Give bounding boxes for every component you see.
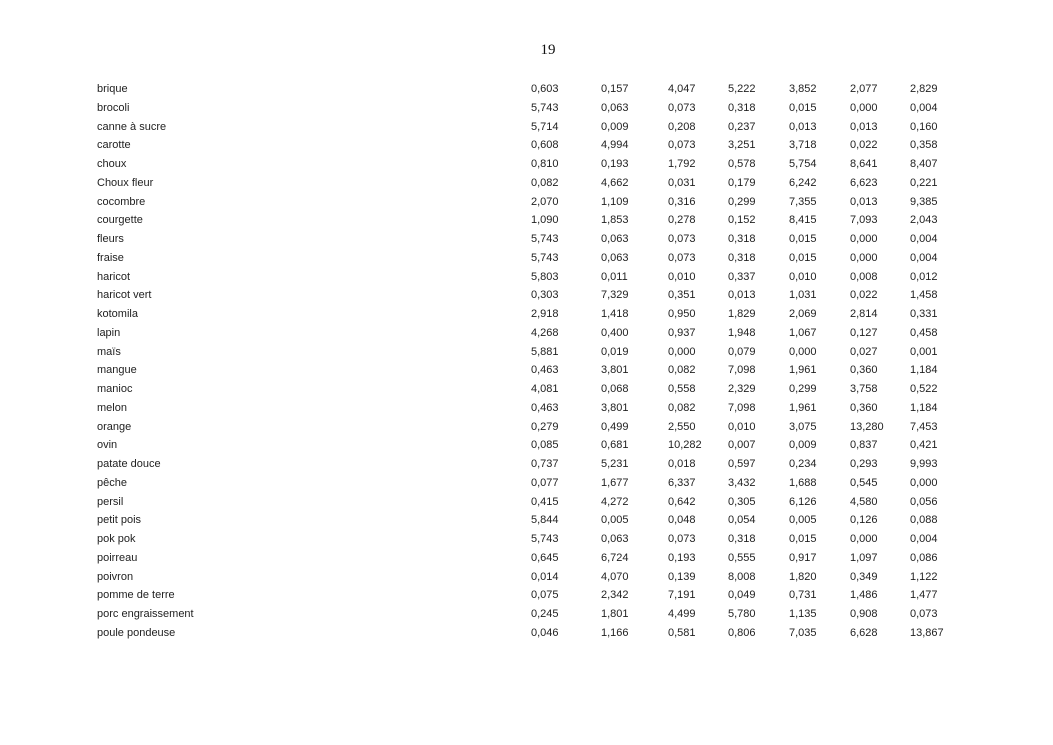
value-cell: 13,867 <box>910 626 944 639</box>
value-cell: 0,004 <box>910 251 938 264</box>
value-cell: 1,031 <box>789 289 817 302</box>
value-cell: 1,961 <box>789 364 817 377</box>
value-cell: 0,463 <box>531 401 559 414</box>
value-cell: 0,415 <box>531 495 559 508</box>
table-row <box>97 343 960 362</box>
value-cell: 0,001 <box>910 345 938 358</box>
value-cell: 0,010 <box>728 420 756 433</box>
value-cell: 0,463 <box>531 364 559 377</box>
table-row <box>97 399 960 418</box>
value-cell: 6,242 <box>789 176 817 189</box>
row-label: mangue <box>97 364 137 377</box>
value-cell: 0,299 <box>789 383 817 395</box>
value-cell: 0,293 <box>850 458 878 470</box>
value-cell: 5,714 <box>531 120 559 133</box>
value-cell: 7,035 <box>789 626 817 639</box>
value-cell: 2,069 <box>789 308 817 320</box>
value-cell: 3,801 <box>601 401 629 414</box>
value-cell: 1,829 <box>728 308 756 320</box>
value-cell: 7,098 <box>728 401 756 414</box>
value-cell: 0,597 <box>728 458 756 470</box>
value-cell: 0,018 <box>668 458 696 470</box>
value-cell: 0,278 <box>668 214 696 227</box>
value-cell: 1,688 <box>789 476 817 489</box>
value-cell: 0,010 <box>668 270 696 283</box>
table-row <box>97 136 960 155</box>
value-cell: 0,056 <box>910 495 938 508</box>
table-row <box>97 586 960 605</box>
value-cell: 0,237 <box>728 120 756 133</box>
value-cell: 0,073 <box>668 533 696 545</box>
table-row <box>97 99 960 118</box>
row-label: orange <box>97 420 132 433</box>
value-cell: 0,079 <box>728 345 756 358</box>
value-cell: 0,318 <box>728 251 756 264</box>
value-cell: 13,280 <box>850 420 884 433</box>
value-cell: 0,073 <box>910 608 938 620</box>
value-cell: 4,499 <box>668 608 696 620</box>
value-cell: 0,400 <box>601 326 629 339</box>
table-row <box>97 305 960 324</box>
value-cell: 0,082 <box>531 176 559 189</box>
value-cell: 5,743 <box>531 533 559 545</box>
value-cell: 5,743 <box>531 101 559 114</box>
value-cell: 7,329 <box>601 289 629 302</box>
value-cell: 4,081 <box>531 383 559 395</box>
value-cell: 3,251 <box>728 139 756 152</box>
value-cell: 0,337 <box>728 270 756 283</box>
value-cell: 0,063 <box>601 101 629 114</box>
row-label: haricot vert <box>97 289 152 302</box>
value-cell: 0,015 <box>789 251 817 264</box>
value-cell: 0,008 <box>850 270 878 283</box>
value-cell: 0,000 <box>910 476 938 489</box>
value-cell: 0,009 <box>601 120 629 133</box>
row-label: melon <box>97 401 127 414</box>
table-row <box>97 568 960 587</box>
value-cell: 5,743 <box>531 233 559 245</box>
value-cell: 0,681 <box>601 439 629 452</box>
row-label: carotte <box>97 139 131 152</box>
value-cell: 0,004 <box>910 233 938 245</box>
value-cell: 5,881 <box>531 345 559 358</box>
value-cell: 7,355 <box>789 195 817 208</box>
value-cell: 0,005 <box>601 514 629 527</box>
value-cell: 1,792 <box>668 158 696 170</box>
value-cell: 0,545 <box>850 476 878 489</box>
row-label: haricot <box>97 270 131 283</box>
value-cell: 0,642 <box>668 495 696 508</box>
value-cell: 7,093 <box>850 214 878 227</box>
value-cell: 4,272 <box>601 495 629 508</box>
value-cell: 0,013 <box>850 195 878 208</box>
table-row <box>97 624 960 643</box>
row-label: brique <box>97 83 128 95</box>
value-cell: 0,645 <box>531 551 559 564</box>
row-label: Choux fleur <box>97 176 154 189</box>
value-cell: 0,937 <box>668 326 696 339</box>
value-cell: 0,046 <box>531 626 559 639</box>
value-cell: 0,004 <box>910 533 938 545</box>
value-cell: 0,082 <box>668 401 696 414</box>
value-cell: 0,015 <box>789 533 817 545</box>
value-cell: 1,184 <box>910 401 938 414</box>
value-cell: 0,160 <box>910 120 938 133</box>
table-row <box>97 474 960 493</box>
value-cell: 0,063 <box>601 251 629 264</box>
value-cell: 0,208 <box>668 120 696 133</box>
value-cell: 3,075 <box>789 420 817 433</box>
row-label: poivron <box>97 570 134 583</box>
value-cell: 0,013 <box>850 120 878 133</box>
value-cell: 0,004 <box>910 101 938 114</box>
row-label: manioc <box>97 383 133 395</box>
row-label: pomme de terre <box>97 589 175 602</box>
table-row <box>97 155 960 174</box>
row-label: pêche <box>97 476 127 489</box>
value-cell: 0,316 <box>668 195 696 208</box>
value-cell: 0,318 <box>728 233 756 245</box>
value-cell: 0,499 <box>601 420 629 433</box>
row-label: patate douce <box>97 458 161 470</box>
value-cell: 0,005 <box>789 514 817 527</box>
row-label: lapin <box>97 326 121 339</box>
table-row <box>97 174 960 193</box>
table-row <box>97 211 960 230</box>
table-row <box>97 530 960 549</box>
value-cell: 0,007 <box>728 439 756 452</box>
value-cell: 0,458 <box>910 326 938 339</box>
value-cell: 5,222 <box>728 83 756 95</box>
value-cell: 0,810 <box>531 158 559 170</box>
value-cell: 1,122 <box>910 570 938 583</box>
value-cell: 5,780 <box>728 608 756 620</box>
value-cell: 0,063 <box>601 233 629 245</box>
table-row <box>97 436 960 455</box>
value-cell: 5,743 <box>531 251 559 264</box>
value-cell: 0,303 <box>531 289 559 302</box>
value-cell: 2,814 <box>850 308 878 320</box>
value-cell: 0,152 <box>728 214 756 227</box>
value-cell: 0,012 <box>910 270 938 283</box>
value-cell: 10,282 <box>668 439 702 452</box>
row-label: pok pok <box>97 533 136 545</box>
value-cell: 3,718 <box>789 139 817 152</box>
value-cell: 0,806 <box>728 626 756 639</box>
value-cell: 0,421 <box>910 439 938 452</box>
value-cell: 4,268 <box>531 326 559 339</box>
value-cell: 2,829 <box>910 83 938 95</box>
value-cell: 3,758 <box>850 383 878 395</box>
value-cell: 0,126 <box>850 514 878 527</box>
value-cell: 0,013 <box>789 120 817 133</box>
table-row <box>97 268 960 287</box>
value-cell: 5,803 <box>531 270 559 283</box>
value-cell: 0,000 <box>850 251 878 264</box>
value-cell: 0,193 <box>601 158 629 170</box>
table-row <box>97 193 960 212</box>
value-cell: 4,047 <box>668 83 696 95</box>
value-cell: 2,070 <box>531 195 559 208</box>
row-label: poirreau <box>97 551 138 564</box>
value-cell: 8,407 <box>910 158 938 170</box>
value-cell: 0,318 <box>728 101 756 114</box>
value-cell: 0,555 <box>728 551 756 564</box>
row-label: ovin <box>97 439 118 452</box>
table-row <box>97 249 960 268</box>
value-cell: 0,019 <box>601 345 629 358</box>
value-cell: 3,432 <box>728 476 756 489</box>
table-row <box>97 511 960 530</box>
value-cell: 2,329 <box>728 383 756 395</box>
value-cell: 7,098 <box>728 364 756 377</box>
value-cell: 0,351 <box>668 289 696 302</box>
value-cell: 0,073 <box>668 233 696 245</box>
value-cell: 2,342 <box>601 589 629 602</box>
value-cell: 0,009 <box>789 439 817 452</box>
value-cell: 2,043 <box>910 214 938 227</box>
value-cell: 0,022 <box>850 289 878 302</box>
row-label: choux <box>97 158 127 170</box>
value-cell: 0,048 <box>668 514 696 527</box>
value-cell: 0,318 <box>728 533 756 545</box>
data-table <box>97 80 960 643</box>
row-label: kotomila <box>97 308 138 320</box>
value-cell: 0,234 <box>789 458 817 470</box>
value-cell: 0,608 <box>531 139 559 152</box>
row-label: petit pois <box>97 514 142 527</box>
row-label: brocoli <box>97 101 130 114</box>
value-cell: 0,245 <box>531 608 559 620</box>
value-cell: 1,477 <box>910 589 938 602</box>
value-cell: 5,231 <box>601 458 629 470</box>
value-cell: 0,000 <box>789 345 817 358</box>
value-cell: 7,191 <box>668 589 696 602</box>
value-cell: 6,623 <box>850 176 878 189</box>
value-cell: 0,015 <box>789 233 817 245</box>
value-cell: 4,662 <box>601 176 629 189</box>
value-cell: 3,801 <box>601 364 629 377</box>
value-cell: 0,358 <box>910 139 938 152</box>
value-cell: 0,908 <box>850 608 878 620</box>
value-cell: 4,994 <box>601 139 629 152</box>
value-cell: 0,000 <box>668 345 696 358</box>
value-cell: 0,086 <box>910 551 938 564</box>
row-label: cocombre <box>97 195 146 208</box>
value-cell: 1,458 <box>910 289 938 302</box>
value-cell: 2,918 <box>531 308 559 320</box>
value-cell: 0,193 <box>668 551 696 564</box>
row-label: persil <box>97 495 124 508</box>
value-cell: 0,027 <box>850 345 878 358</box>
value-cell: 0,075 <box>531 589 559 602</box>
value-cell: 0,305 <box>728 495 756 508</box>
value-cell: 0,088 <box>910 514 938 527</box>
value-cell: 8,008 <box>728 570 756 583</box>
value-cell: 0,013 <box>728 289 756 302</box>
value-cell: 0,010 <box>789 270 817 283</box>
table-row <box>97 286 960 305</box>
value-cell: 0,031 <box>668 176 696 189</box>
value-cell: 0,279 <box>531 420 559 433</box>
value-cell: 0,000 <box>850 101 878 114</box>
value-cell: 0,603 <box>531 83 559 95</box>
value-cell: 1,418 <box>601 308 629 320</box>
value-cell: 1,090 <box>531 214 559 227</box>
table-row <box>97 549 960 568</box>
value-cell: 0,073 <box>668 139 696 152</box>
value-cell: 4,070 <box>601 570 629 583</box>
value-cell: 6,724 <box>601 551 629 564</box>
value-cell: 1,961 <box>789 401 817 414</box>
table-row <box>97 80 960 99</box>
value-cell: 0,299 <box>728 195 756 208</box>
value-cell: 1,853 <box>601 214 629 227</box>
value-cell: 0,022 <box>850 139 878 152</box>
table-body <box>97 80 960 643</box>
row-label: porc engraissement <box>97 608 194 620</box>
value-cell: 0,054 <box>728 514 756 527</box>
value-cell: 1,801 <box>601 608 629 620</box>
value-cell: 1,820 <box>789 570 817 583</box>
value-cell: 0,063 <box>601 533 629 545</box>
value-cell: 0,578 <box>728 158 756 170</box>
table-row <box>97 118 960 137</box>
row-label: poule pondeuse <box>97 626 176 639</box>
value-cell: 8,641 <box>850 158 878 170</box>
value-cell: 0,731 <box>789 589 817 602</box>
value-cell: 5,844 <box>531 514 559 527</box>
value-cell: 0,737 <box>531 458 559 470</box>
value-cell: 0,581 <box>668 626 696 639</box>
value-cell: 9,993 <box>910 458 938 470</box>
value-cell: 0,349 <box>850 570 878 583</box>
value-cell: 0,000 <box>850 233 878 245</box>
value-cell: 0,179 <box>728 176 756 189</box>
value-cell: 0,014 <box>531 570 559 583</box>
value-cell: 1,184 <box>910 364 938 377</box>
value-cell: 1,109 <box>601 195 629 208</box>
value-cell: 0,068 <box>601 383 629 395</box>
value-cell: 0,917 <box>789 551 817 564</box>
row-label: courgette <box>97 214 143 227</box>
table-row <box>97 361 960 380</box>
value-cell: 0,331 <box>910 308 938 320</box>
table-row <box>97 455 960 474</box>
value-cell: 6,337 <box>668 476 696 489</box>
value-cell: 0,077 <box>531 476 559 489</box>
value-cell: 0,221 <box>910 176 938 189</box>
value-cell: 1,097 <box>850 551 878 564</box>
value-cell: 0,049 <box>728 589 756 602</box>
value-cell: 5,754 <box>789 158 817 170</box>
value-cell: 0,127 <box>850 326 878 339</box>
row-label: maïs <box>97 345 121 358</box>
table-row <box>97 418 960 437</box>
value-cell: 0,073 <box>668 251 696 264</box>
value-cell: 0,522 <box>910 383 938 395</box>
value-cell: 0,360 <box>850 401 878 414</box>
value-cell: 1,067 <box>789 326 817 339</box>
table-row <box>97 380 960 399</box>
value-cell: 8,415 <box>789 214 817 227</box>
table-row <box>97 324 960 343</box>
value-cell: 0,082 <box>668 364 696 377</box>
value-cell: 0,073 <box>668 101 696 114</box>
value-cell: 0,837 <box>850 439 878 452</box>
value-cell: 0,157 <box>601 83 629 95</box>
value-cell: 6,628 <box>850 626 878 639</box>
table-row <box>97 493 960 512</box>
value-cell: 4,580 <box>850 495 878 508</box>
value-cell: 1,166 <box>601 626 629 639</box>
table-row <box>97 230 960 249</box>
value-cell: 0,015 <box>789 101 817 114</box>
value-cell: 2,077 <box>850 83 878 95</box>
page-number: 19 <box>540 42 556 58</box>
row-label: fraise <box>97 251 124 264</box>
value-cell: 1,486 <box>850 589 878 602</box>
row-label: canne à sucre <box>97 120 167 133</box>
value-cell: 7,453 <box>910 420 938 433</box>
value-cell: 2,550 <box>668 420 696 433</box>
table-row <box>97 605 960 624</box>
value-cell: 0,558 <box>668 383 696 395</box>
value-cell: 3,852 <box>789 83 817 95</box>
value-cell: 0,950 <box>668 308 696 320</box>
value-cell: 0,085 <box>531 439 559 452</box>
value-cell: 6,126 <box>789 495 817 508</box>
value-cell: 1,677 <box>601 476 629 489</box>
value-cell: 0,360 <box>850 364 878 377</box>
value-cell: 0,139 <box>668 570 696 583</box>
value-cell: 0,000 <box>850 533 878 545</box>
value-cell: 0,011 <box>601 270 628 283</box>
row-label: fleurs <box>97 233 124 245</box>
value-cell: 1,948 <box>728 326 756 339</box>
value-cell: 1,135 <box>789 608 817 620</box>
value-cell: 9,385 <box>910 195 938 208</box>
